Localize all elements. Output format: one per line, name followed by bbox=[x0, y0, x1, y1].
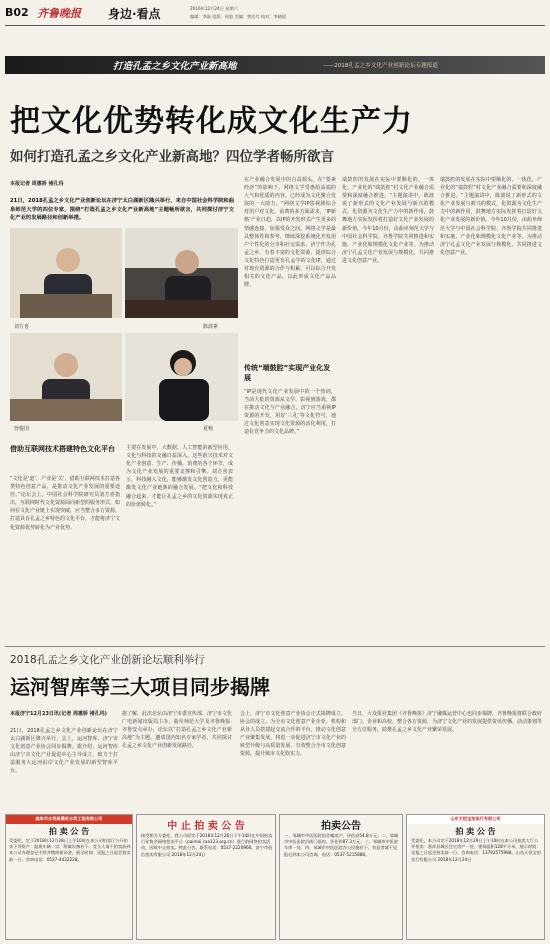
section2-kicker: 2018孔孟之乡文化产业创新论坛顺利举行 bbox=[10, 654, 205, 666]
auction-ad bbox=[5, 814, 133, 940]
article-column: 在产业融合发展中的自益源头，在“要素经济”的影响下，网络文学受惠给高端的人气和优质的内容，已经成为文化聚合发展的一大助力。“网络文学IP影视剧综合对用户对文化、消费的多方面需求，‘IP新格’产业日趋，以IP的开发形式产生更多的情感连接，加强受众之间，网络文学是最具整体性和参考，继续深挖系统化开发用户个性化的分享和社交需求，济宁作为孔孟之乡，有着丰富的文化资源，提供综合文化特色打造更有孔孟学的文化IP，通过对现有资源的合作与积累，可以综合开发相关的文化产品，以此形成文化产品品牌。 bbox=[244, 177, 336, 289]
ad-header: 山东天恒宝拍卖行有限公司 bbox=[407, 815, 544, 824]
article-column: “IP是现代文化产业发展中的一个热词，当前大批的资源从文学、影视到游戏，都在推动文化与产业融合，济宁应当重视IP资源的开发，用好‘三孔’等文化符号，通过文化创意实现文化资源的活化利用，打造有竞争力的文化品牌。” bbox=[244, 389, 336, 436]
sub-headline: 如何打造孔孟之乡文化产业新高地？四位学者畅所欲言 bbox=[10, 149, 334, 165]
ad-body: 受委托，定于2018年12月28日上午10时在本公司拍卖厅公开拍卖下列资产：报废车辆一宗、附属设备若干。竞买人请于拍卖前到本公司办理登记手续并缴纳保证金。展示时间：见报之日起至拍卖前一日。咨询电话：0537-4432228。 bbox=[9, 838, 131, 862]
article-column: “文化是‘道’，产业是‘关’，借助互联网技术打造各类特色创意产品，是推动文化产业发展的重要途径。”论坛会上，中国社会科学院研究员刘方喜指出，互联网时代文化资源面向新型的服务形式，如何在文化产业链上实现突破，应当整合多方资源，打造具有孔孟之乡特色的文化平台，才能将济宁文化资源优势转化为产业优势。 bbox=[10, 476, 120, 531]
ad-header: 曲阜市水利局鼎旺水利工程有限公司 bbox=[6, 815, 132, 824]
section2-headline: 运河智库等三大项目同步揭牌 bbox=[10, 675, 270, 699]
section-name: 身边·看点 bbox=[108, 7, 161, 21]
article-column: 主要在发展中，大数据、人工智能的新型应用，文化与科技的交融日益深入，这些新兴技术对文化产业创意、生产、传播、消费的各个环节，成为文化产业发展的重要支撑和引擎。刘方喜表示，科技融入文化，能够激发文化创造力，更能激发文化产业链条的融合发展。“把文化和科技融合起来，才能让孔孟之乡的文化资源实现真正的价值转化。” bbox=[126, 445, 233, 508]
ad-title: 拍 卖 公 告 bbox=[48, 827, 90, 836]
editor-credits: 编辑：李磊 组版：侯恕 美编：曾宏红 校对：李晓晨 bbox=[190, 14, 287, 19]
subhead: 传统“端鼓腔”实现产业化发展 bbox=[244, 364, 331, 382]
article-column: 当日，大众报业集团《齐鲁晚报》济宁融媒运营中心也同步揭牌，齐鲁晚报将联合政府部门、企业和高校，整合各方资源，为济宁文化产业的发展提供资讯传播、活动策划等全方位服务，助推孔孟之乡文化产业繁荣发展。 bbox=[352, 711, 542, 734]
ad-title: 拍卖公告 bbox=[321, 821, 361, 832]
auction-ad bbox=[279, 814, 403, 940]
photo-caption: 陈波素 bbox=[203, 324, 219, 330]
issue-date: 2016年12月24日 星期六 bbox=[190, 6, 238, 11]
speaker-figure-icon bbox=[10, 228, 122, 318]
photo-zeng-junguo bbox=[10, 333, 122, 421]
section2-byline: 本报济宁12月23日讯(记者 周惠娇 褚孔玛) bbox=[10, 711, 107, 717]
section-divider bbox=[5, 646, 545, 647]
main-headline: 把文化优势转化成文化生产力 bbox=[10, 104, 413, 139]
photo-xia-chang bbox=[125, 333, 238, 421]
ad-body: 接受相关方委托，我公司原定于2018年12月26日下午14时在中国拍卖行业协会网络拍卖平台（paimai.caa123.org.cn）进行的网络拍卖活动，因故中止拍卖。特此公告。联系电话：0537-2220966。济宁市恒信拍卖有限公司 2018年12月24日 bbox=[141, 833, 273, 857]
article-column: 端鼓腔的发展在实际中要顺化的，一体化、产业化的“端鼓腔”村文化产业融合需要和深度融合推进。“主题演讲中，陈波说了新形式的文化产业发展与新兴的模式，化资源为文化生产力中的新作用，鼓舞地方实际发挥着打造好文化产业发展的新价值。今年10月份，由曲阜师范大学与中国社会科学院、齐鲁学院共同推进和实施、产业化和规模化文化产业等。为推动济宁孔孟文化产业发展与规模化，共同推进文化创意产业。 bbox=[342, 177, 434, 264]
auction-ad bbox=[406, 814, 545, 940]
photo-caption: 曾俊国 bbox=[14, 426, 30, 432]
photo-liu-fangxi bbox=[10, 228, 122, 318]
speaker-figure-icon bbox=[10, 333, 122, 421]
article-column: 会上，济宁市文化创意产业协会正式揭牌成立。协会的成立，为全市文化创意产业企业、机构和从业人员搭建起交流合作的平台，推动文化创意产业聚集发展，将进一步促进济宁市文化产业的转型升级与高质量发展，有效整合全市文化创意资源，提升城市文化软实力。 bbox=[240, 711, 346, 758]
subhead: 借助互联网技术搭建特色文化平台 bbox=[10, 445, 115, 453]
byline: 本报记者 周惠娇 褚孔玛 bbox=[10, 181, 64, 187]
ad-body: 一、邹城市中医医院宿舍楼房产，评估价54.8万元；二、邹城市中医医院沿街门面房，评估价87.3万元；三、邹城市中医院车库一处；四、邹城市中医医院办公设施若干。有意者请于见报后到本公司咨询。电话：0537-5215888。 bbox=[284, 833, 399, 857]
page-number: B02 bbox=[5, 6, 29, 19]
speaker-figure-icon bbox=[125, 333, 238, 421]
header-rule bbox=[5, 25, 545, 26]
photo-caption: 夏畅 bbox=[203, 426, 214, 432]
ad-body: 受委托，本公司定于2018年12月29日上午10时在本公司拍卖大厅公开拍卖：嘉祥县城区住宅房产一处，建筑面积128平方米。展示时间：见报之日起至拍卖前一日。咨询电话：13792575988。山东天恒宝拍卖行有限公司 2018年12月24日 bbox=[411, 838, 541, 862]
topic-banner bbox=[5, 56, 545, 74]
banner-title: 打造孔孟之乡文化产业新高地 bbox=[113, 61, 237, 72]
article-column: 端鼓腔的发展在实际中要顺化的，一体化、产业化的“端鼓腔”村文化产业融合需要和深度融合推进。“主题演讲中，陈波说了新形式的文化产业发展与新兴的模式，化资源为文化生产力中的新作用，鼓舞地方实际发挥着打造好文化产业发展的新价值。今年10月份，由曲阜师范大学与中国社会科学院、齐鲁学院共同推进和实施、产业化和规模化文化产业等。为推动济宁孔孟文化产业发展与规模化，共同推进文化创意产业。 bbox=[440, 177, 542, 256]
article-column: 据了解，此次论坛由济宁市委宣传部、济宁市文化广电新闻出版局主办，曲阜师范大学及齐鲁晚报·齐鲁壹点承办。论坛以“打造孔孟之乡文化产业新高地”为主题，邀请国内知名专家学者，共同探讨孔孟之乡文化产业创新发展路径。 bbox=[122, 711, 232, 750]
auction-ad bbox=[136, 814, 276, 940]
lead-paragraph: 21日，2018孔孟之乡文化产业创新论坛在济宁太白湖新区隆兴举行，来自中国社会科学院和曲阜师范大学的四位专家，围绕“打造孔孟之乡文化产业新高地”主题畅所欲言，共同探讨济宁文化产业的发展路径和创新举措。 bbox=[10, 198, 234, 221]
photo-caption: 刘方喜 bbox=[14, 324, 30, 330]
article-column: 21日，2018孔孟之乡文化产业创新论坛在济宁太白湖新区隆兴举行，会上，运河智库、济宁市文化创意产业协会同步揭牌。据介绍，运河智库由济宁市文化产业促进中心主导成立，致力于打造服务大运河沿岸文化产业发展的新型智库平台。 bbox=[10, 728, 118, 775]
paper-masthead: 齐鲁晚报 bbox=[37, 7, 81, 20]
speaker-figure-icon bbox=[125, 228, 238, 318]
ad-title: 中 止 拍 卖 公 告 bbox=[167, 821, 245, 832]
banner-subtitle: ——2018孔孟之乡文化产业创新论坛专题报道 bbox=[323, 63, 438, 69]
ad-title: 拍 卖 公 告 bbox=[455, 827, 496, 836]
photo-chen-bosu bbox=[125, 228, 238, 318]
